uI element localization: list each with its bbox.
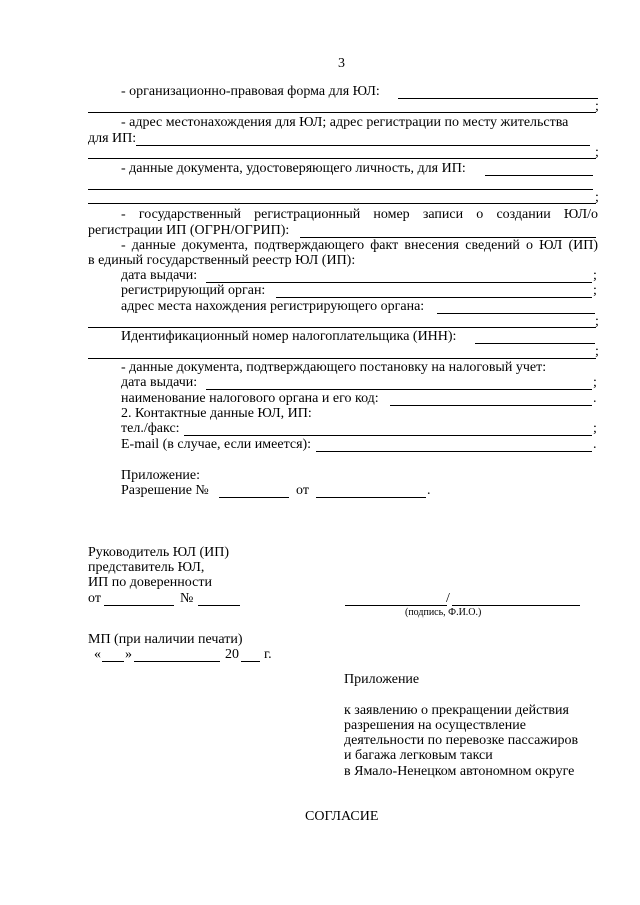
inn-field-2[interactable]: [88, 358, 596, 359]
semicolon: ;: [595, 344, 599, 359]
contacts-heading: 2. Контактные данные ЮЛ, ИП:: [121, 406, 312, 421]
appendix-line5: в Ямало-Ненецком автономном округе: [344, 764, 575, 779]
semicolon: ;: [593, 268, 597, 283]
appendix-line1: к заявлению о прекращении действия: [344, 703, 569, 718]
tax-issue-date-label: дата выдачи:: [121, 375, 198, 390]
email-field[interactable]: [316, 451, 592, 452]
semicolon: ;: [593, 283, 597, 298]
date-open-quote: «: [94, 647, 101, 662]
date-close-quote: »: [125, 647, 132, 662]
semicolon: ;: [593, 375, 597, 390]
signature-field[interactable]: [345, 605, 447, 606]
email-label: E-mail (в случае, если имеется):: [121, 437, 312, 452]
address-field-line2[interactable]: [88, 158, 596, 159]
tax-issue-date-field[interactable]: [206, 389, 592, 390]
permit-number-field[interactable]: [219, 497, 289, 498]
semicolon: ;: [595, 190, 599, 205]
org-form-label: - организационно-правовая форма для ЮЛ:: [121, 84, 380, 99]
address-ip-label: для ИП:: [88, 131, 137, 146]
appendix-line3: деятельности по перевозке пассажиров: [344, 733, 579, 748]
phone-field[interactable]: [184, 435, 592, 436]
permit-prefix: Разрешение №: [121, 483, 209, 498]
semicolon: ;: [595, 99, 599, 114]
date-year-prefix: 20: [225, 647, 239, 662]
reg-authority-address-label: адрес места нахождения регистрирующего органа:: [121, 299, 425, 314]
address-field[interactable]: [136, 145, 590, 146]
period: .: [427, 483, 431, 498]
egrul-label: - данные документа, подтверждающего факт внесения сведений о ЮЛ (ИП): [121, 238, 598, 253]
signature-slash: /: [446, 591, 450, 606]
egrul-label-2: в единый государственный реестр ЮЛ (ИП):: [88, 253, 356, 268]
identity-field-line2[interactable]: [88, 189, 593, 190]
issue-date-label: дата выдачи:: [121, 268, 198, 283]
semicolon: ;: [595, 145, 599, 160]
signer-from: от: [88, 591, 101, 606]
permit-date-field[interactable]: [316, 497, 426, 498]
reg-number-label: - государственный регистрационный номер записи о создании ЮЛ/о: [121, 207, 598, 222]
date-month-field[interactable]: [134, 661, 220, 662]
reg-authority-address-field[interactable]: [437, 313, 595, 314]
appendix-line2: разрешения на осуществление: [344, 718, 526, 733]
tax-doc-label: - данные документа, подтверждающего постановку на налоговый учет:: [121, 360, 547, 375]
attachment-heading: Приложение:: [121, 468, 201, 483]
date-year-field[interactable]: [241, 661, 260, 662]
org-form-field[interactable]: [398, 98, 598, 99]
reg-authority-field[interactable]: [276, 297, 592, 298]
identity-field[interactable]: [485, 175, 593, 176]
inn-label: Идентификационный номер налогоплательщика (ИНН):: [121, 329, 457, 344]
date-day-field[interactable]: [102, 661, 124, 662]
signer-line1: Руководитель ЮЛ (ИП): [88, 545, 230, 560]
signer-line2: представитель ЮЛ,: [88, 560, 205, 575]
semicolon: ;: [595, 314, 599, 329]
signer-number-sign: №: [180, 591, 194, 606]
page-number: 3: [338, 56, 345, 71]
semicolon: ;: [593, 421, 597, 436]
consent-title: СОГЛАСИЕ: [305, 809, 379, 824]
identity-field-line3[interactable]: [88, 203, 596, 204]
tax-authority-field[interactable]: [390, 405, 592, 406]
date-year-suffix: г.: [264, 647, 272, 662]
signer-date-field[interactable]: [104, 605, 174, 606]
reg-authority-address-field-2[interactable]: [88, 327, 596, 328]
signer-line3: ИП по доверенности: [88, 575, 212, 590]
appendix-title: Приложение: [344, 672, 420, 687]
reg-number-label-2: регистрации ИП (ОГРН/ОГРИП):: [88, 223, 290, 238]
identity-label: - данные документа, удостоверяющего личность, для ИП:: [121, 161, 466, 176]
phone-label: тел./факс:: [121, 421, 180, 436]
address-label: - адрес местонахождения для ЮЛ; адрес регистрации по месту жительства: [121, 115, 569, 130]
inn-field[interactable]: [475, 343, 595, 344]
permit-from: от: [296, 483, 309, 498]
period: .: [593, 391, 597, 406]
reg-authority-label: регистрирующий орган:: [121, 283, 266, 298]
signer-name-field[interactable]: [452, 605, 580, 606]
appendix-line4: и багажа легковым такси: [344, 748, 493, 763]
org-form-field-line2[interactable]: [88, 112, 596, 113]
tax-authority-label: наименование налогового органа и его код:: [121, 391, 379, 406]
period: .: [593, 437, 597, 452]
stamp-label: МП (при наличии печати): [88, 632, 243, 647]
signature-caption: (подпись, Ф.И.О.): [405, 607, 482, 618]
signer-number-field[interactable]: [198, 605, 240, 606]
